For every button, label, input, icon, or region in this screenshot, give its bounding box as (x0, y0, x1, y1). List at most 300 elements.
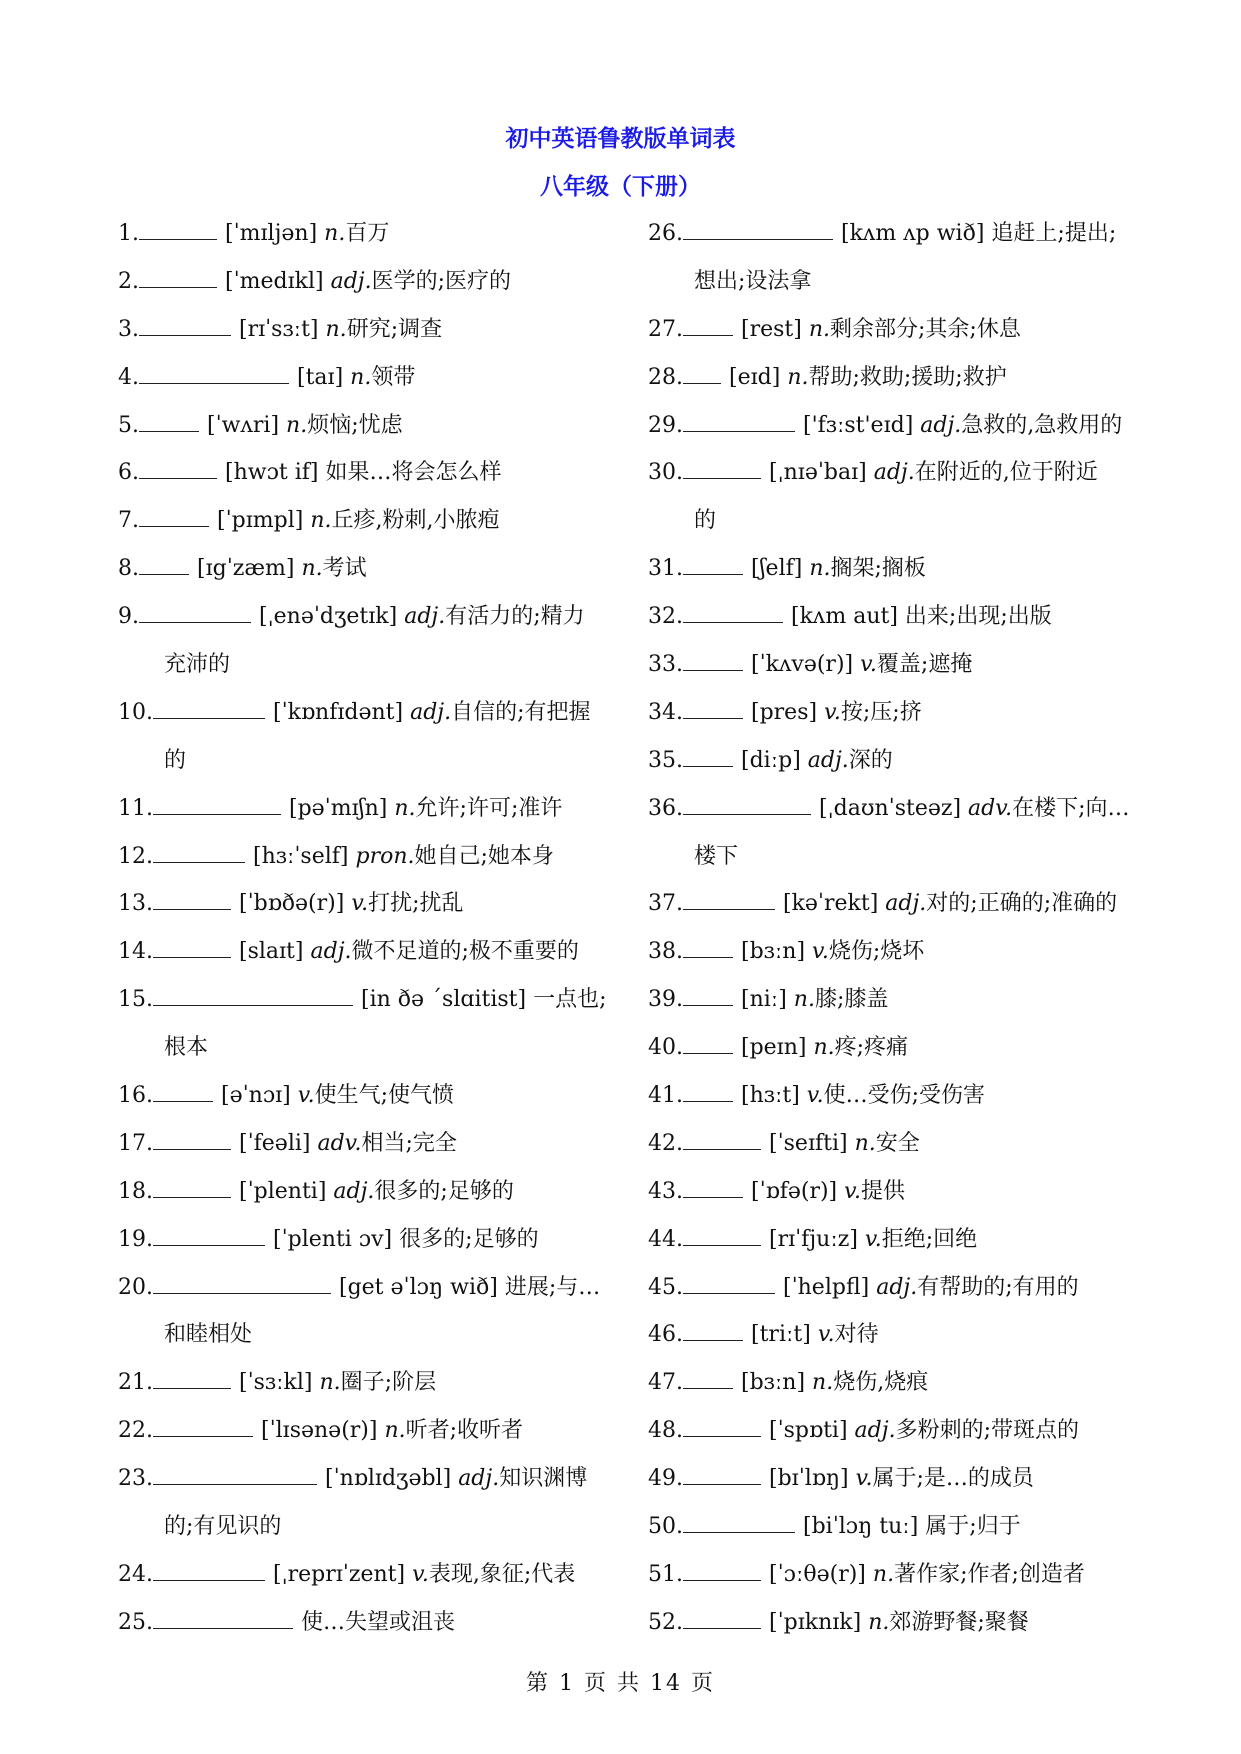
entry-number: 29. (648, 412, 683, 438)
phonetic: [ˈɔːθə(r)] (769, 1561, 866, 1587)
definition: 追赶上;提出; (991, 221, 1117, 246)
phonetic: [niː] (741, 987, 787, 1013)
vocab-entry (648, 449, 1128, 497)
phonetic: [bɜːn] (741, 1370, 806, 1396)
entry-number: 5. (118, 412, 139, 438)
entry-number: 49. (648, 1466, 683, 1492)
answer-blank[interactable] (683, 1415, 761, 1437)
entry-number: 27. (648, 316, 683, 342)
part-of-speech: adj. (458, 1466, 500, 1492)
answer-blank[interactable] (153, 841, 245, 863)
entry-number: 30. (648, 460, 683, 486)
definition: 多粉刺的;带斑点的 (895, 1418, 1079, 1444)
definition: 出来;出现;出版 (904, 604, 1052, 630)
vocab-entry (648, 1407, 1128, 1455)
entry-number: 22. (118, 1418, 153, 1444)
phonetic: [ˈmɪljən] (225, 221, 318, 246)
phonetic: [əˈnɔɪ] (221, 1083, 291, 1109)
answer-blank[interactable] (683, 888, 775, 910)
phonetic: [ˈplenti ɔv] (273, 1226, 393, 1252)
vocab-entry (648, 1359, 1128, 1407)
phonetic: [ˈkʌvə(r)] (751, 652, 854, 678)
answer-blank[interactable] (683, 1367, 733, 1389)
entry-number: 41. (648, 1083, 683, 1109)
entry-number: 4. (118, 364, 139, 390)
phonetic: [ˈwʌri] (207, 412, 280, 438)
answer-blank[interactable] (153, 793, 281, 815)
answer-blank[interactable] (683, 314, 733, 336)
entry-number: 45. (648, 1274, 683, 1300)
entry-number: 50. (648, 1514, 683, 1540)
definition: 考试 (322, 556, 367, 582)
phonetic: [kʌm aut] (791, 604, 898, 630)
part-of-speech: adj. (807, 747, 849, 773)
vocab-entry (118, 210, 598, 258)
entry-number: 44. (648, 1226, 683, 1252)
part-of-speech: adj. (876, 1274, 918, 1300)
entry-number: 35. (648, 747, 683, 773)
part-of-speech: v. (812, 939, 829, 965)
vocab-entry (118, 1168, 598, 1216)
answer-blank[interactable] (139, 362, 289, 384)
part-of-speech: pron. (355, 843, 415, 869)
entry-number: 26. (648, 221, 683, 246)
entry-number: 9. (118, 604, 139, 630)
part-of-speech: n. (868, 1609, 890, 1635)
answer-blank[interactable] (683, 218, 833, 240)
phonetic: [ˈspɒti] (769, 1418, 848, 1444)
entry-number: 6. (118, 460, 139, 486)
part-of-speech: n. (319, 1370, 341, 1396)
vocab-entry (648, 402, 1128, 450)
answer-blank[interactable] (139, 505, 209, 527)
part-of-speech: v. (860, 652, 877, 678)
answer-blank[interactable] (153, 1224, 265, 1246)
definition: 郊游野餐;聚餐 (889, 1609, 1029, 1635)
part-of-speech: n. (812, 1370, 834, 1396)
vocab-entry (648, 210, 1128, 258)
vocab-entry (648, 1072, 1128, 1120)
vocab-entry-continuation: 的 (164, 747, 187, 773)
definition: 如果…将会怎么样 (325, 460, 502, 486)
vocab-entry (118, 833, 598, 881)
phonetic: [ʃelf] (751, 556, 803, 582)
entry-number: 40. (648, 1035, 683, 1061)
vocab-entry (648, 1264, 1128, 1312)
part-of-speech: adj. (310, 939, 352, 965)
vocab-entry (118, 354, 598, 402)
entry-number: 28. (648, 364, 683, 390)
definition: 医学的;医疗的 (371, 268, 512, 294)
phonetic: [hwɔt if] (225, 460, 319, 486)
answer-blank[interactable] (683, 697, 743, 719)
page-title: 初中英语鲁教版单词表 (505, 125, 736, 152)
definition: 搁架;搁板 (830, 556, 926, 582)
definition: 百万 (345, 221, 390, 246)
entry-number: 43. (648, 1178, 683, 1204)
phonetic: [ˈfeəli] (239, 1130, 311, 1156)
answer-blank[interactable] (683, 936, 733, 958)
answer-blank[interactable] (683, 984, 733, 1006)
answer-blank[interactable] (153, 936, 231, 958)
definition: 她自己;她本身 (414, 843, 554, 869)
part-of-speech: n. (325, 316, 347, 342)
entry-number: 8. (118, 556, 139, 582)
vocab-entry (118, 1072, 598, 1120)
vocab-entry (648, 306, 1128, 354)
vocab-entry (648, 1551, 1128, 1599)
answer-blank[interactable] (153, 1415, 253, 1437)
part-of-speech: n. (301, 556, 323, 582)
vocab-entry (648, 1599, 1128, 1647)
part-of-speech: n. (384, 1418, 406, 1444)
vocab-entry (648, 689, 1128, 737)
entry-number: 10. (118, 699, 153, 725)
answer-blank[interactable] (683, 649, 743, 671)
answer-blank[interactable] (683, 1224, 761, 1246)
phonetic: [peɪn] (741, 1035, 807, 1061)
definition: 覆盖;遮掩 (876, 652, 973, 678)
answer-blank[interactable] (683, 362, 721, 384)
answer-blank[interactable] (153, 1080, 213, 1102)
answer-blank[interactable] (153, 1463, 317, 1485)
entry-number: 2. (118, 268, 139, 294)
answer-blank[interactable] (683, 1511, 795, 1533)
definition: 帮助;救助;援助;救护 (808, 364, 1007, 390)
definition: 深的 (848, 747, 893, 773)
vocab-entry (648, 880, 1128, 928)
answer-blank[interactable] (139, 553, 189, 575)
definition: 听者;收听者 (405, 1418, 524, 1444)
answer-blank[interactable] (683, 1559, 761, 1581)
part-of-speech: v. (855, 1466, 873, 1492)
answer-blank[interactable] (153, 1607, 293, 1629)
answer-blank[interactable] (683, 553, 743, 575)
answer-blank[interactable] (683, 1607, 761, 1629)
entry-number: 12. (118, 843, 153, 869)
answer-blank[interactable] (683, 601, 783, 623)
part-of-speech: adj. (410, 699, 452, 725)
page-footer: 第 1 页 共 14 页 (526, 1671, 715, 1696)
vocab-entry (118, 1407, 598, 1455)
entry-number: 19. (118, 1226, 153, 1252)
answer-blank[interactable] (153, 1176, 231, 1198)
definition: 很多的;足够的 (399, 1226, 539, 1252)
answer-blank[interactable] (683, 1080, 733, 1102)
part-of-speech: adj. (920, 412, 962, 438)
answer-blank[interactable] (683, 457, 761, 479)
entry-number: 14. (118, 939, 153, 965)
entry-number: 48. (648, 1418, 683, 1444)
entry-number: 16. (118, 1083, 153, 1109)
phonetic: [triːt] (751, 1322, 811, 1348)
part-of-speech: n. (813, 1035, 835, 1061)
part-of-speech: adj. (854, 1418, 896, 1444)
definition: 烧伤;烧坏 (828, 939, 925, 965)
answer-blank[interactable] (683, 745, 733, 767)
part-of-speech: v. (806, 1083, 824, 1109)
entry-number: 13. (118, 891, 153, 917)
answer-blank[interactable] (153, 1367, 231, 1389)
entry-number: 46. (648, 1322, 683, 1348)
entry-number: 7. (118, 508, 139, 534)
part-of-speech: n. (787, 364, 809, 390)
phonetic: [ˈɒfə(r)] (751, 1178, 838, 1204)
vocab-entry (648, 1216, 1128, 1264)
phonetic: [ˈkɒnfɪdənt] (273, 699, 404, 725)
vocab-column-right (648, 210, 1128, 1647)
answer-blank[interactable] (683, 1176, 743, 1198)
part-of-speech: adv. (317, 1130, 362, 1156)
phonetic: [rest] (741, 316, 802, 342)
part-of-speech: n. (793, 987, 815, 1013)
entry-number: 18. (118, 1178, 153, 1204)
page-subtitle: 八年级（下册） (540, 173, 701, 200)
vocab-entry (648, 785, 1128, 833)
entry-number: 31. (648, 556, 683, 582)
phonetic: ['fɜːst'eɪd] (803, 412, 914, 438)
vocab-entry-continuation: 根本 (164, 1035, 209, 1061)
vocab-entry (648, 1168, 1128, 1216)
part-of-speech: n. (872, 1561, 895, 1587)
vocab-entry (118, 1551, 598, 1599)
vocab-entry (118, 1120, 598, 1168)
vocab-entry (118, 497, 598, 545)
answer-blank[interactable] (683, 793, 811, 815)
definition: 有活力的;精力 (445, 604, 585, 630)
phonetic: [kəˈrekt] (783, 891, 879, 917)
phonetic: [ˈhelpfl] (783, 1274, 870, 1300)
phonetic: [bɜːn] (741, 939, 806, 965)
vocab-entry (118, 1216, 598, 1264)
definition: 微不足道的;极不重要的 (351, 939, 579, 965)
part-of-speech: v. (817, 1322, 835, 1348)
answer-blank[interactable] (139, 601, 251, 623)
answer-blank[interactable] (683, 1032, 733, 1054)
definition: 研究;调查 (346, 316, 443, 342)
answer-blank[interactable] (683, 1272, 775, 1294)
vocab-entry (118, 306, 598, 354)
part-of-speech: v. (297, 1083, 315, 1109)
vocab-entry (118, 689, 598, 737)
definition: 知识渊博 (499, 1466, 588, 1492)
part-of-speech: adj. (333, 1178, 375, 1204)
definition: 疼;疼痛 (834, 1035, 909, 1061)
part-of-speech: v. (864, 1226, 882, 1252)
part-of-speech: v. (351, 891, 369, 917)
definition: 一点也; (533, 987, 607, 1013)
definition: 对的;正确的;准确的 (926, 891, 1118, 917)
entry-number: 11. (118, 795, 153, 821)
phonetic: [pres] (751, 699, 818, 725)
entry-number: 15. (118, 987, 153, 1013)
definition: 按;压;挤 (840, 699, 922, 725)
vocab-entry-continuation: 想出;设法拿 (694, 268, 812, 294)
part-of-speech: adj. (873, 460, 915, 486)
answer-blank[interactable] (139, 266, 217, 288)
vocab-entry (648, 641, 1128, 689)
phonetic: [rɪˈfjuːz] (769, 1226, 858, 1252)
entry-number: 32. (648, 604, 683, 630)
phonetic: [ˈpɪmpl] (217, 508, 304, 534)
entry-number: 3. (118, 316, 139, 342)
part-of-speech: v. (824, 699, 841, 725)
vocab-entry (648, 545, 1128, 593)
definition: 拒绝;回绝 (881, 1226, 978, 1252)
answer-blank[interactable] (683, 1128, 761, 1150)
answer-blank[interactable] (683, 1463, 761, 1485)
phonetic: [in ðə ˊslɑitist] (361, 987, 527, 1013)
vocab-entry (118, 545, 598, 593)
vocab-entry (118, 1599, 598, 1647)
definition: 急救的,急救用的 (961, 412, 1123, 438)
vocab-entry (118, 928, 598, 976)
entry-number: 47. (648, 1370, 683, 1396)
entry-number: 24. (118, 1561, 153, 1587)
entry-number: 1. (118, 221, 139, 246)
definition: 领带 (371, 364, 416, 390)
answer-blank[interactable] (153, 1559, 265, 1581)
phonetic: [diːp] (741, 747, 801, 773)
vocab-entry (648, 354, 1128, 402)
definition: 使…受伤;受伤害 (823, 1083, 986, 1109)
entry-number: 33. (648, 652, 683, 678)
phonetic: [eɪd] (729, 364, 781, 390)
entry-number: 51. (648, 1561, 683, 1587)
vocab-entry (118, 976, 607, 1024)
part-of-speech: adj. (330, 268, 372, 294)
definition: 表现,象征;代表 (428, 1561, 576, 1587)
phonetic: [ˈpɪknɪk] (769, 1609, 862, 1635)
answer-blank[interactable] (139, 410, 199, 432)
entry-number: 21. (118, 1370, 153, 1396)
definition: 圈子;阶层 (340, 1370, 437, 1396)
definition: 很多的;足够的 (374, 1178, 514, 1204)
vocab-entry (648, 1120, 1128, 1168)
part-of-speech: n. (808, 316, 831, 342)
definition: 有帮助的;有用的 (917, 1274, 1079, 1300)
entry-number: 17. (118, 1130, 153, 1156)
definition: 提供 (860, 1178, 905, 1204)
part-of-speech: n. (310, 508, 332, 534)
definition: 安全 (875, 1130, 920, 1156)
phonetic: [get əˈlɔŋ wið] (339, 1274, 498, 1300)
answer-blank[interactable] (153, 984, 353, 1006)
phonetic: [taɪ] (297, 364, 344, 390)
entry-number: 52. (648, 1609, 683, 1635)
part-of-speech: v. (844, 1178, 861, 1204)
vocab-entry (118, 785, 598, 833)
vocab-entry (118, 1359, 598, 1407)
vocab-entry (648, 737, 1128, 785)
vocab-entry-continuation: 充沛的 (164, 652, 231, 678)
vocab-entry (118, 402, 598, 450)
phonetic: [ˈseɪfti] (769, 1130, 848, 1156)
answer-blank[interactable] (153, 888, 231, 910)
vocab-entry (118, 258, 598, 306)
vocab-entry (118, 593, 598, 641)
entry-number: 34. (648, 699, 683, 725)
definition: 剩余部分;其余;休息 (830, 316, 1021, 342)
vocab-entry-continuation: 的 (694, 508, 717, 534)
answer-blank[interactable] (139, 314, 231, 336)
entry-number: 23. (118, 1466, 153, 1492)
vocab-entry (648, 1455, 1128, 1503)
vocab-entry (118, 880, 598, 928)
vocab-entry (118, 449, 598, 497)
vocab-column-left (118, 210, 607, 1647)
vocab-entry-continuation: 的;有见识的 (164, 1514, 282, 1540)
phonetic: [ˈmedɪkl] (225, 268, 324, 294)
vocab-entry-continuation: 楼下 (694, 843, 739, 869)
answer-blank[interactable] (153, 697, 265, 719)
phonetic: [ˌnɪəˈbaɪ] (769, 460, 867, 486)
phonetic: [ɪgˈzæm] (197, 556, 295, 582)
vocab-entry (118, 1264, 601, 1312)
definition: 著作家;作者;创造者 (894, 1561, 1085, 1587)
entry-number: 38. (648, 939, 683, 965)
definition: 打扰;扰乱 (368, 891, 464, 917)
definition: 相当;完全 (361, 1130, 457, 1156)
answer-blank[interactable] (139, 457, 217, 479)
part-of-speech: adj. (404, 604, 446, 630)
definition: 烦恼;忧虑 (307, 412, 403, 438)
phonetic: [ˈplenti] (239, 1178, 327, 1204)
phonetic: [pəˈmɪʃn] (289, 795, 388, 821)
answer-blank[interactable] (683, 1319, 743, 1341)
part-of-speech: adj. (885, 891, 927, 917)
entry-number: 42. (648, 1130, 683, 1156)
phonetic: [ˌreprɪˈzent] (273, 1561, 406, 1587)
answer-blank[interactable] (139, 218, 217, 240)
definition: 属于;是…的成员 (872, 1466, 1034, 1492)
phonetic: [ˈlɪsənə(r)] (261, 1418, 378, 1444)
definition: 在楼下;向… (1012, 795, 1130, 821)
entry-number: 25. (118, 1609, 153, 1635)
phonetic: [bɪˈlɒŋ] (769, 1466, 849, 1492)
phonetic: [ˈnɒlɪdʒəbl] (325, 1466, 452, 1492)
definition: 膝;膝盖 (814, 987, 889, 1013)
definition: 允许;许可;准许 (415, 795, 563, 821)
vocab-entry (648, 1311, 1128, 1359)
answer-blank[interactable] (683, 410, 795, 432)
entry-number: 36. (648, 795, 683, 821)
vocab-entry (648, 928, 1128, 976)
definition: 使生气;使气愤 (314, 1083, 454, 1109)
definition: 在附近的,位于附近 (914, 460, 1098, 486)
part-of-speech: v. (412, 1561, 429, 1587)
phonetic: [ˈsɜːkl] (239, 1370, 313, 1396)
definition: 使…失望或沮丧 (301, 1609, 456, 1635)
part-of-speech: n. (286, 412, 308, 438)
entry-number: 37. (648, 891, 683, 917)
phonetic: [ˌenəˈdʒetɪk] (259, 604, 398, 630)
vocab-entry (648, 976, 1128, 1024)
entry-number: 39. (648, 987, 683, 1013)
part-of-speech: adv. (968, 795, 1013, 821)
answer-blank[interactable] (153, 1272, 331, 1294)
vocab-entry (648, 593, 1128, 641)
vocab-entry-continuation: 和睦相处 (164, 1322, 253, 1348)
phonetic: [ˈbɒðə(r)] (239, 891, 345, 917)
phonetic: [biˈlɔŋ tuː] (803, 1514, 919, 1540)
phonetic: [slaɪt] (239, 939, 304, 965)
answer-blank[interactable] (153, 1128, 231, 1150)
phonetic: [hɜːt] (741, 1083, 800, 1109)
part-of-speech: n. (324, 221, 346, 246)
part-of-speech: n. (350, 364, 372, 390)
phonetic: [hɜːˈself] (253, 843, 349, 869)
